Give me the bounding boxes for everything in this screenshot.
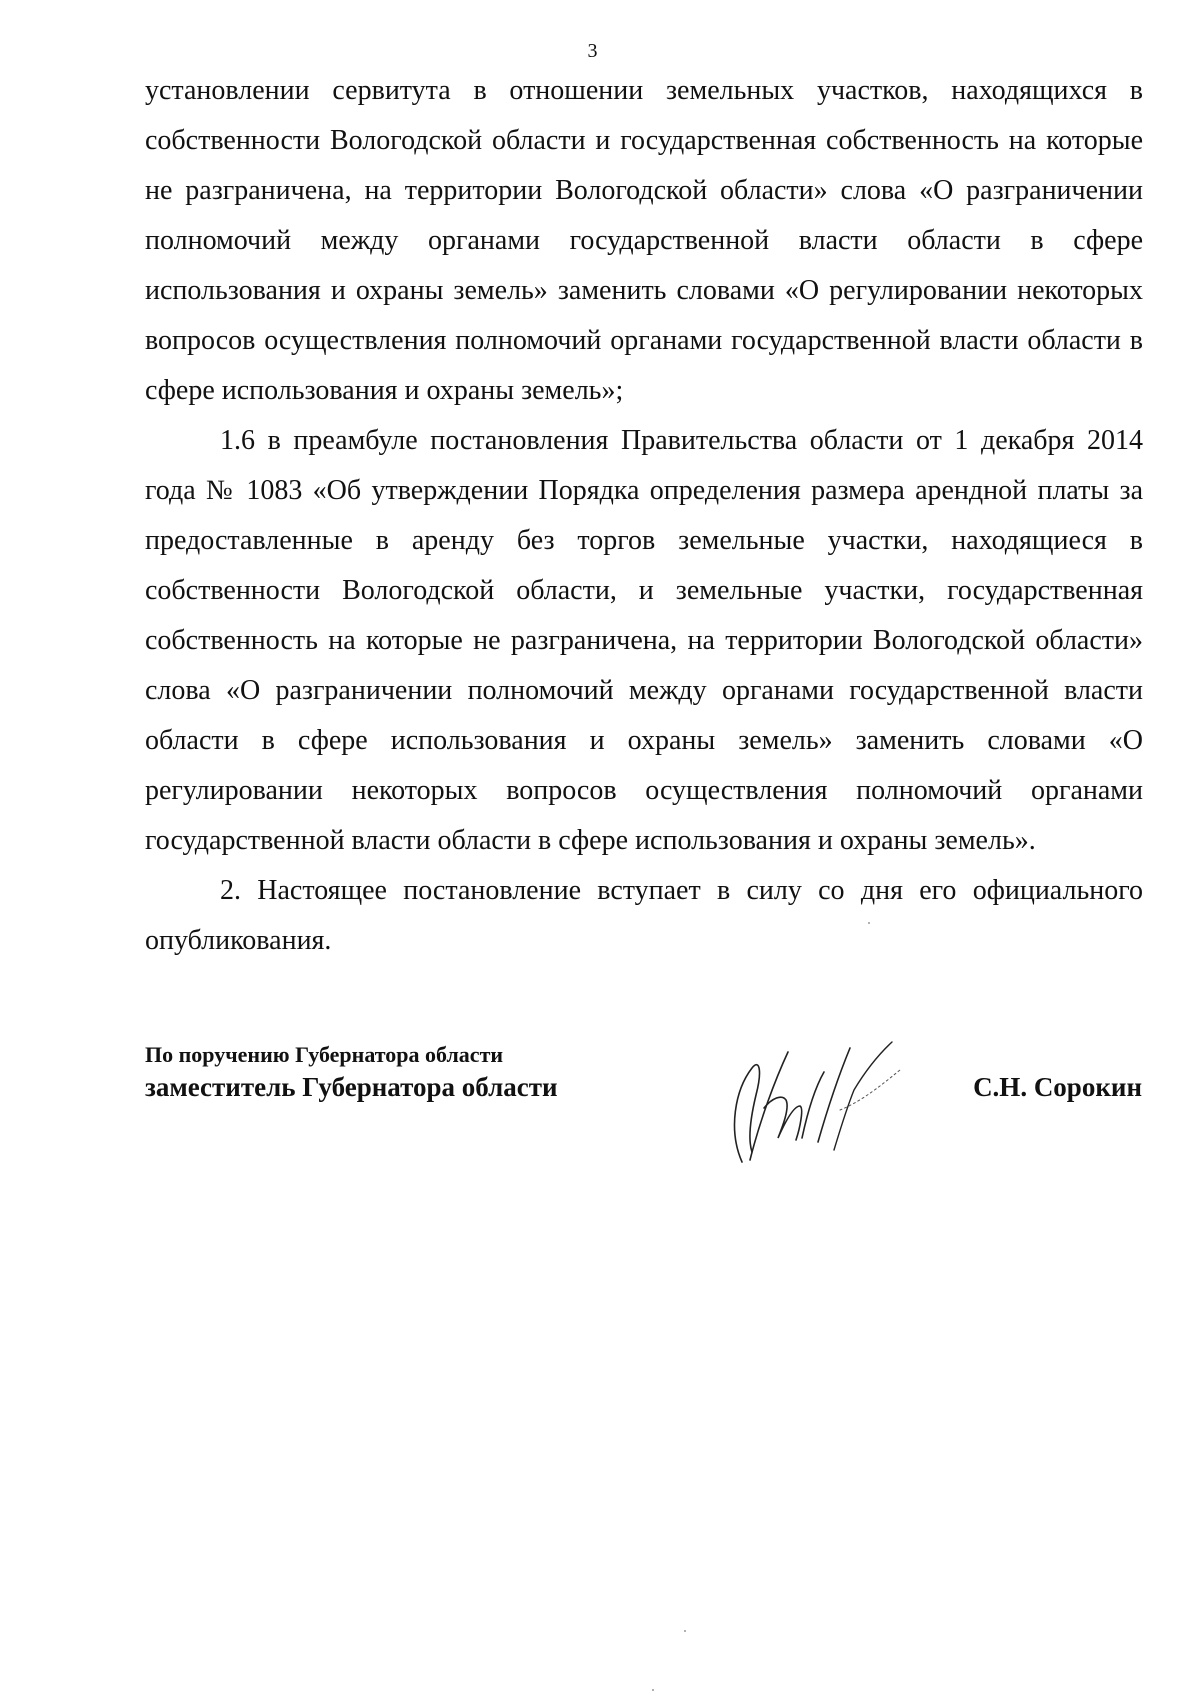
paragraph-item-2: 2. Настоящее постановление вступает в силу со дня его официального опубликования. xyxy=(145,875,1143,956)
scan-speck xyxy=(868,922,870,924)
scan-speck xyxy=(652,1689,654,1691)
paragraph-continuation: установлении сервитута в отношении земельных участков, находящихся в собственности Вологодской области и государственная собственность на которые не разграничена, на территории Вологодской области» слова «О разграничении полномочий между органами государственной власти области в сфере использования и охраны земель» заменить словами «О регулировании некоторых вопросов осуществления полномочий органами государственной власти области в сфере использования и охраны земель»; xyxy=(145,75,1143,406)
signature-title-line1: По поручению Губернатора области xyxy=(145,1042,504,1067)
page-number: 3 xyxy=(587,40,598,62)
paragraph-item-1-6: 1.6 в преамбуле постановления Правительства области от 1 декабря 2014 года № 1083 «Об утверждении Порядка определения размера арендной платы за предоставленные в аренду без торгов земельные участки, находящиеся в собственности Вологодской области, и земельные участки, государственная собственность на которые не разграничена, на территории Вологодской области» слова «О разграничении полномочий между органами государственной власти области в сфере использования и охраны земель» заменить словами «О регулировании некоторых вопросов осуществления полномочий органами государственной власти области в сфере использования и охраны земель». xyxy=(145,425,1143,856)
signature-title-block xyxy=(145,1040,558,1104)
signature-title-line2: заместитель Губернатора области xyxy=(145,1072,558,1102)
signatory-name: С.Н. Сорокин xyxy=(973,1072,1142,1102)
scan-speck xyxy=(684,1630,686,1632)
handwritten-signature xyxy=(690,1010,930,1170)
document-body xyxy=(145,66,1143,966)
